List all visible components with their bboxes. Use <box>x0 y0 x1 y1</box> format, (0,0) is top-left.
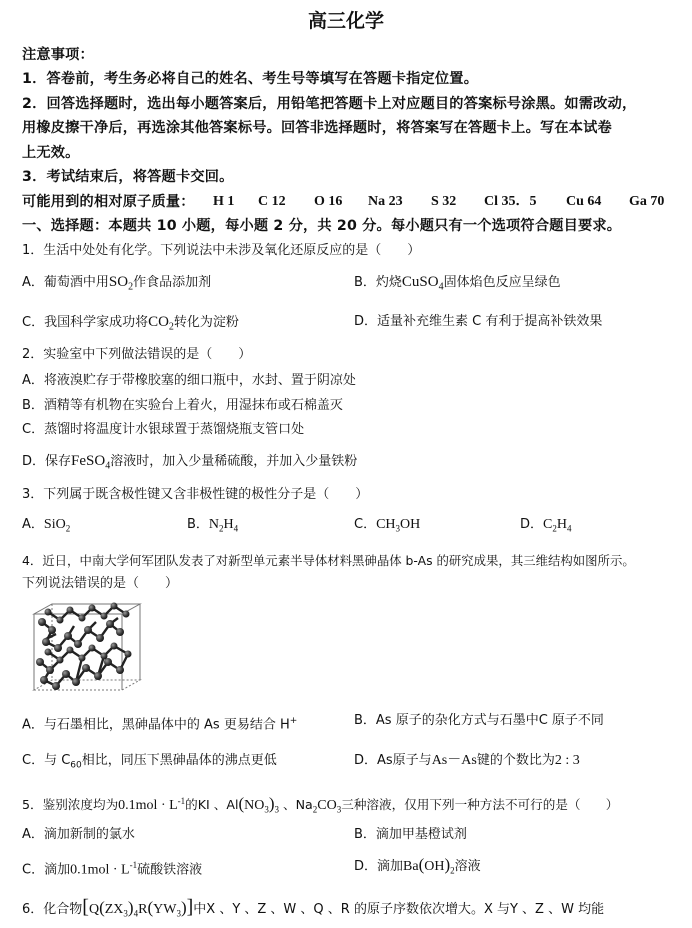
q6-stem: 6．化合物$[Q(ZX_3)_4R(YW_3)]$中X 、Y 、Z 、W 、Q 、R 的原子序数依次增大。X 与Y 、Z 、W 均能 <box>22 896 605 919</box>
q4-option-b: B．As 原子的杂化方式与石墨中C 原子不同 <box>354 713 604 728</box>
q5-option-b: B．滴加甲基橙试剂 <box>354 827 467 842</box>
q5-option-d: D．滴加$Ba(OH)_2$溶液 <box>354 855 481 876</box>
q1-stem: 1．生活中处处有化学。下列说法中未涉及氧化还原反应的是（ ） <box>22 243 421 258</box>
q3-option-c: C．$CH_3OH$ <box>354 517 421 534</box>
atomic-mass-cu: Cu 64 <box>566 194 602 209</box>
q1-option-b: B．灼烧CuSO$_4$固体焰色反应呈绿色 <box>354 274 561 293</box>
q5-stem: 5．鉴别浓度均为$0.1mol \cdot L^{-1}$的KI 、$Al(NO_3)_3$ 、$Na_2CO_3$三种溶液，仅用下列一种方法不可行的是（ ） <box>22 794 619 815</box>
atomic-mass-s: S 32 <box>431 194 457 209</box>
q4-option-a: A．与石墨相比，黑砷晶体中的 As 更易结合 H+ <box>22 716 298 733</box>
atomic-mass-ga: Ga 70 <box>629 194 665 209</box>
note-item-3: 3．考试结束后，将答题卡交回。 <box>22 169 234 185</box>
q1-option-c: C．我国科学家成功将$CO_2$转化为淀粉 <box>22 314 239 333</box>
q5-option-c: C．滴加$0.1mol \cdot L^{-1}$硫酸铁溶液 <box>22 860 203 878</box>
note-item-2-cont: 用橡皮擦干净后，再选涂其他答案标号。回答非选择题时，将答案写在答题卡上。写在本试卷 <box>22 120 612 136</box>
q4-option-d: D．As原子与As－As键的个数比为2 : 3 <box>354 753 580 768</box>
atomic-mass-label: 可能用到的相对原子质量： <box>22 194 195 210</box>
q2-option-b: B．酒精等有机物在实验台上着火，用湿抹布或石棉盖灭 <box>22 398 343 413</box>
atomic-mass-h: H 1 <box>213 194 235 209</box>
q1-option-a: A．葡萄酒中用$SO_2$作食品添加剂 <box>22 274 212 293</box>
q4-stem-line-2: 下列说法错误的是（ ） <box>22 576 179 591</box>
q4-stem-line-1: 4．近日，中南大学何军团队发表了对新型单元素半导体材料黑砷晶体 b-As 的研究成果，其三维结构如图所示。 <box>22 553 635 568</box>
q2-option-d: D．保存FeSO$_4$溶液时，加入少量稀硫酸，并加入少量铁粉 <box>22 453 358 472</box>
q3-option-d: D．$C_2H_4$ <box>520 517 572 534</box>
note-item-2: 2．回答选择题时，选出每小题答案后，用铅笔把答题卡上对应题目的答案标号涂黑。如需改动， <box>22 96 637 112</box>
black-arsenic-crystal-figure <box>22 600 142 700</box>
atomic-mass-c: C 12 <box>258 194 286 209</box>
atomic-mass-na: Na 23 <box>368 194 403 209</box>
section-heading: 一、选择题：本题共 10 小题，每小题 2 分，共 20 分。每小题只有一个选项符合题目要求。 <box>22 218 622 234</box>
q2-option-c: C．蒸馏时将温度计水银球置于蒸馏烧瓶支管口处 <box>22 422 305 437</box>
atomic-mass-cl: Cl 35．5 <box>484 194 537 209</box>
q2-stem: 2．实验室中下列做法错误的是（ ） <box>22 347 252 362</box>
atomic-mass-o: O 16 <box>314 194 343 209</box>
q3-stem: 3．下列属于既含极性键又含非极性键的极性分子是（ ） <box>22 487 369 502</box>
q3-option-b: B．$N_2H_4$ <box>187 517 239 534</box>
q5-option-a: A．滴加新制的氯水 <box>22 827 135 842</box>
q2-option-a: A．将液溴贮存于带橡胶塞的细口瓶中，水封、置于阴凉处 <box>22 373 356 388</box>
q1-option-d: D．适量补充维生素 C 有利于提高补铁效果 <box>354 314 603 329</box>
q3-option-a: A．SiO$_2$ <box>22 517 71 534</box>
note-item-1: 1．答卷前，考生务必将自己的姓名、考生号等填写在答题卡指定位置。 <box>22 71 479 87</box>
page-title: 高三化学 <box>307 10 384 32</box>
note-item-2-end: 上无效。 <box>22 145 80 161</box>
notes-heading: 注意事项： <box>22 47 94 63</box>
q4-option-c: C．与 $C_{60}$相比，同压下黑砷晶体的沸点更低 <box>22 753 277 771</box>
